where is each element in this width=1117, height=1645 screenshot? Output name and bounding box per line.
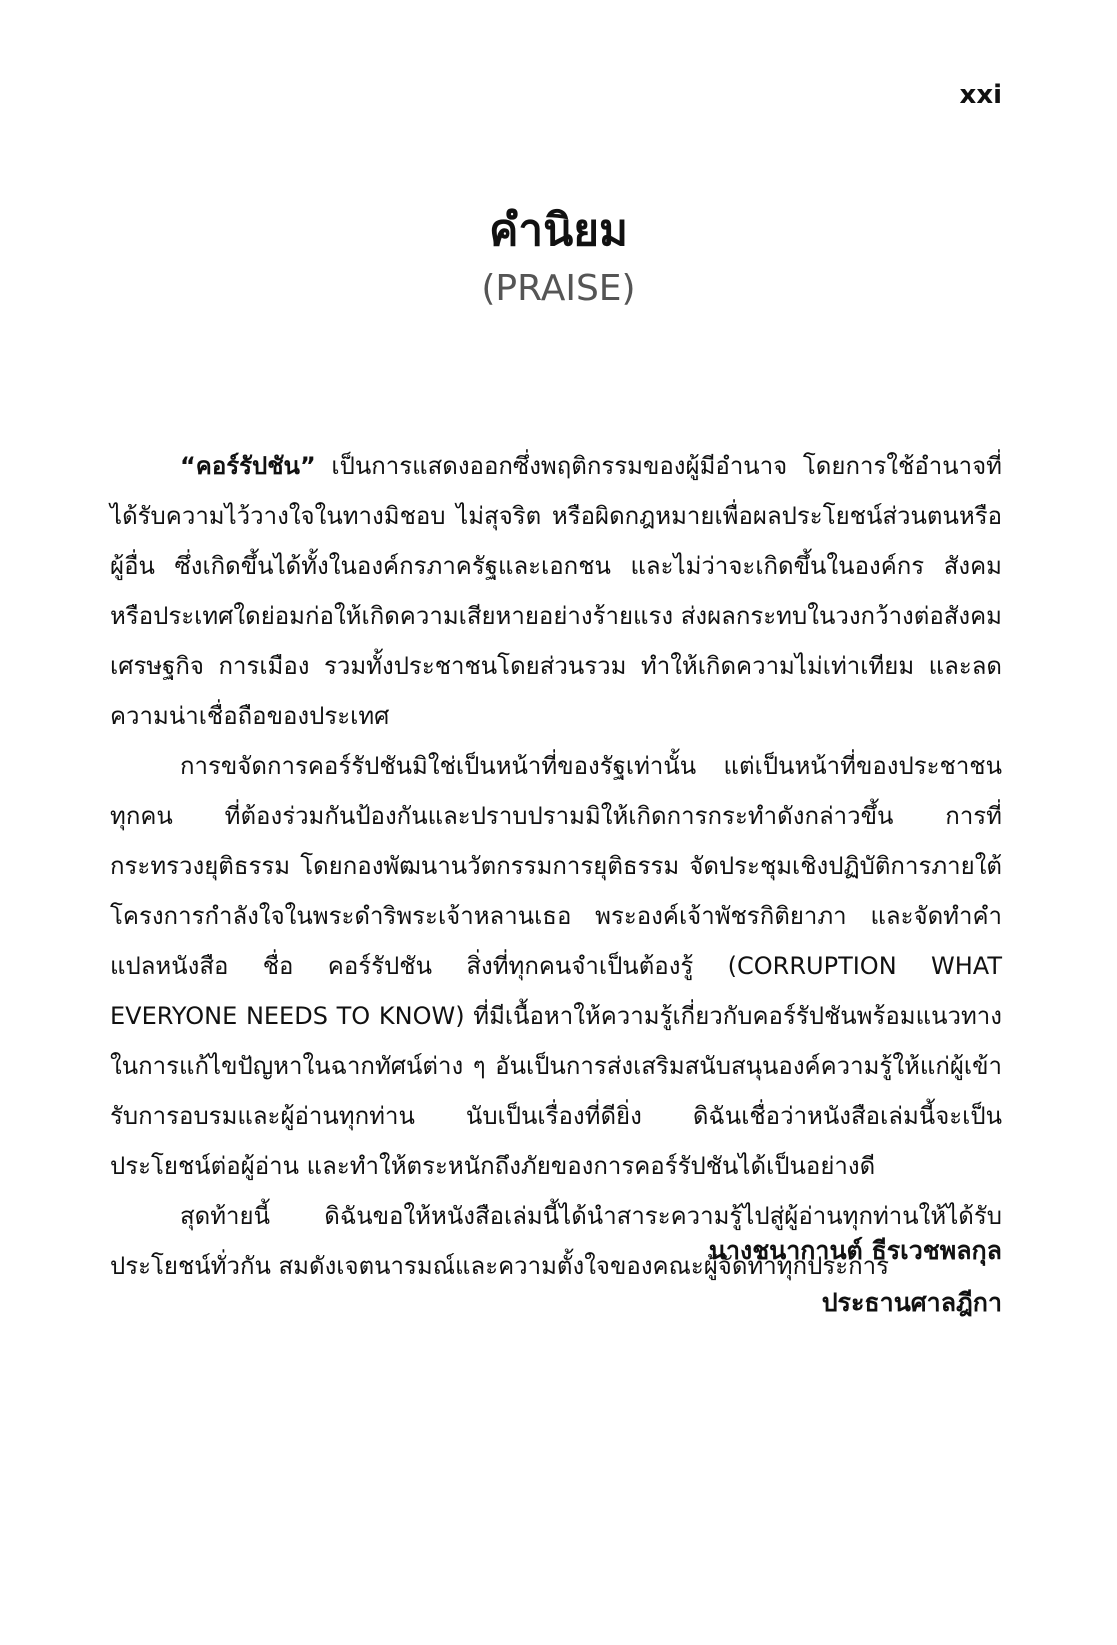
paragraph-2: การขจัดการคอร์รัปชันมิใช่เป็นหน้าที่ของรัฐเท่านั้น แต่เป็นหน้าที่ของประชาชนทุกคน ที่ต้องร่วมกันป้องกันและปราบปรามมิให้เกิดการกระทำดังกล่าวขึ้น การที่กระทรวงยุติธรรม โดยกองพัฒนานวัตกรรมการยุติธรรม จัดประชุมเชิงปฏิบัติการภายใต้โครงการกำลังใจในพระดำริพระเจ้าหลานเธอ พระองค์เจ้าพัชรกิติยาภา และจัดทำคำแปลหนังสือ ชื่อ คอร์รัปชัน สิ่งที่ทุกคนจำเป็นต้องรู้ (CORRUPTION WHAT EVERYONE NEEDS TO KNOW) ที่มีเนื้อหาให้ความรู้เกี่ยวกับคอร์รัปชันพร้อมแนวทางในการแก้ไขปัญหาในฉากทัศน์ต่าง ๆ อันเป็นการส่งเสริมสนับสนุนองค์ความรู้ให้แก่ผู้เข้ารับการอบรมและผู้อ่านทุกท่าน นับเป็นเรื่องที่ดียิ่ง ดิฉันเชื่อว่าหนังสือเล่มนี้จะเป็นประโยชน์ต่อผู้อ่าน และทำให้ตระหนักถึงภัยของการคอร์รัปชันได้เป็นอย่างดี bbox=[110, 752, 1002, 1180]
signatory-position: ประธานศาลฎีกา bbox=[821, 1288, 1002, 1317]
page-number: xxi bbox=[959, 80, 1002, 110]
page-title: คำนิยม bbox=[488, 205, 628, 256]
body-text bbox=[110, 441, 1002, 1291]
paragraph-1-text: เป็นการแสดงออกซึ่งพฤติกรรมของผู้มีอำนาจ โดยการใช้อำนาจที่ได้รับความไว้วางใจในทางมิชอบ ไม่สุจริต หรือผิดกฎหมายเพื่อผลประโยชน์ส่วนตนหรือผู้อื่น ซึ่งเกิดขึ้นได้ทั้งในองค์กรภาครัฐและเอกชน และไม่ว่าจะเกิดขึ้นในองค์กร สังคม หรือประเทศใดย่อมก่อให้เกิดความเสียหายอย่างร้ายแรง ส่งผลกระทบในวงกว้างต่อสังคม เศรษฐกิจ การเมือง รวมทั้งประชาชนโดยส่วนรวม ทำให้เกิดความไม่เท่าเทียม และลดความน่าเชื่อถือของประเทศ bbox=[110, 452, 1002, 730]
lead-term: “คอร์รัปชัน” bbox=[180, 452, 316, 480]
paragraph-3: สุดท้ายนี้ ดิฉันขอให้หนังสือเล่มนี้ได้นำสาระความรู้ไปสู่ผู้อ่านทุกท่านให้ได้รับประโยชน์ทั่วกัน สมดังเจตนารมณ์และความตั้งใจของคณะผู้จัดทำทุกประการ bbox=[110, 1202, 1002, 1280]
page-subtitle: (PRAISE) bbox=[481, 268, 636, 309]
signature-block bbox=[709, 1225, 1002, 1329]
signatory-name: นางชนากานต์ ธีรเวชพลกุล bbox=[708, 1236, 1002, 1265]
paragraph-1 bbox=[110, 441, 1002, 741]
